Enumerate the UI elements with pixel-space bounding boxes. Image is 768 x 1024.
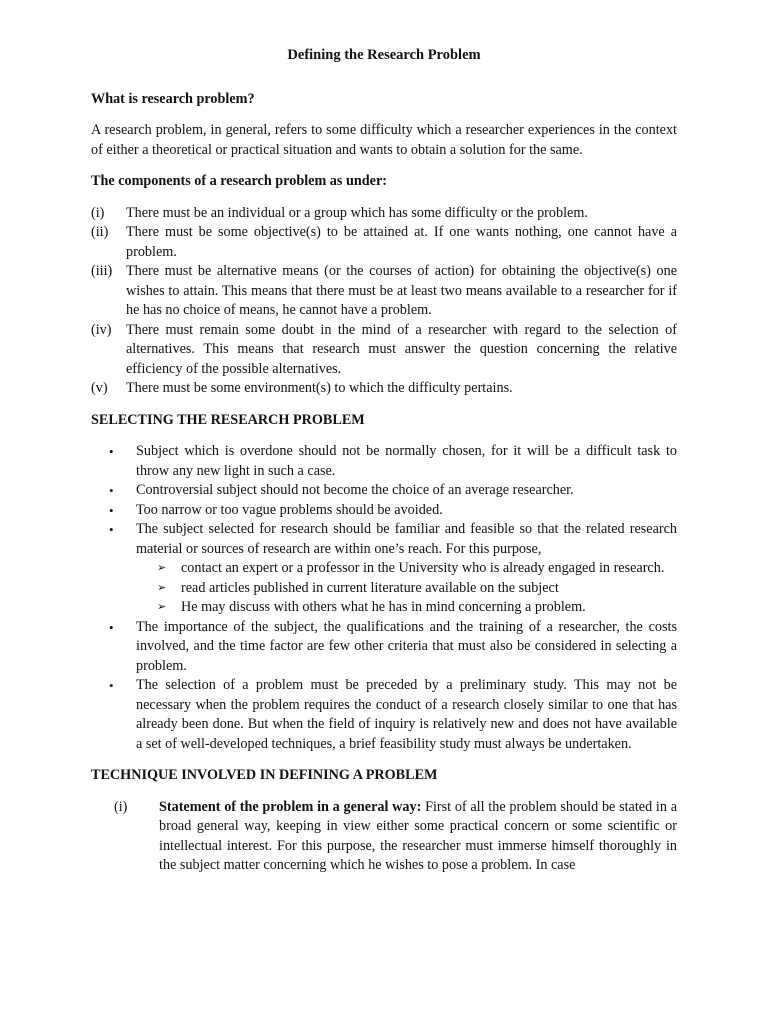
item-number: (ii) [91,224,109,240]
list-item [91,204,677,224]
sub-list-item [157,579,677,599]
purpose-sublist [136,559,677,618]
list-item [114,798,677,876]
item-text [159,798,677,876]
item-text: Too narrow or too vague problems should be avoided. [136,501,443,518]
arrow-bullet-icon: ➢ [157,601,167,613]
components-list [91,204,677,399]
list-item [109,520,677,618]
bullet-icon: • [109,522,114,537]
list-item [109,501,677,521]
item-text: Subject which is overdone should not be normally chosen, for it will be a difficult task to throw any new light in such a case. [136,443,677,479]
list-item [109,442,677,481]
section-heading-what-is: What is research problem? [91,90,255,107]
bullet-icon: • [109,678,114,693]
section-heading-selecting: SELECTING THE RESEARCH PROBLEM [91,411,365,428]
item-number: (i) [114,798,128,815]
list-item [91,379,677,399]
arrow-bullet-icon: ➢ [157,581,167,594]
list-item [109,481,677,501]
item-text: There must be some environment(s) to which the difficulty pertains. [126,380,513,396]
item-text: There must be alternative means (or the courses of action) for obtaining the objective(s) one wishes to attain. This means that there must be at least two means available to a researcher for if he has no choice of means, he cannot have a problem. [126,263,677,318]
section-heading-components: The components of a research problem as under: [91,173,387,189]
item-text: Controversial subject should not become the choice of an average researcher. [136,482,574,498]
item-text: The selection of a problem must be preceded by a preliminary study. This may not be necessary when the problem requires the conduct of a research closely similar to one that has already been done. But when the field of inquiry is relatively new and does not have available a set of well-developed techniques, a brief feasibility study must always be undertaken. [136,677,677,752]
item-lead: Statement of the problem in a general way: [159,798,422,815]
item-number: (iv) [91,321,112,338]
bullet-icon: • [109,619,114,635]
bullet-icon: • [109,444,114,459]
arrow-bullet-icon: ➢ [157,562,167,574]
item-body: First of all the problem should be stated in a broad general way, keeping in view either some practical concern or some scientific or intellectual interest. For this purpose, the researcher must immerse himself thoroughly in the subject matter concerning which he wishes to pose a problem. In case [159,798,677,873]
list-item [109,618,677,677]
bullet-icon: • [109,483,114,498]
item-text: There must remain some doubt in the mind of a researcher with regard to the selection of alternatives. This means that research must answer the question concerning the relative efficiency of the possible alternatives. [126,321,677,377]
sub-list-item [157,598,677,618]
item-text: contact an expert or a professor in the University who is already engaged in research. [181,560,665,576]
item-text: There must be an individual or a group which has some difficulty or the problem. [126,204,588,221]
item-number: (iii) [91,263,113,279]
item-text: The subject selected for research should be familiar and feasible so that the related research material or sources of research are within one’s reach. For this purpose, [136,521,677,557]
item-text: The importance of the subject, the qualifications and the training of a researcher, the costs involved, and the time factor are few other criteria that must also be considered in selecting a problem. [136,618,677,674]
list-item [109,676,677,754]
item-text: There must be some objective(s) to be attained at. If one wants nothing, one cannot have a problem. [126,224,677,260]
section-heading-technique: TECHNIQUE INVOLVED IN DEFINING A PROBLEM [91,767,438,783]
definition-paragraph: A research problem, in general, refers to some difficulty which a researcher experiences in the context of either a theoretical or practical situation and wants to obtain a solution for the same. [91,122,677,158]
selecting-list [91,442,677,754]
item-number: (v) [91,380,108,396]
item-text: He may discuss with others what he has in mind concerning a problem. [181,599,586,615]
list-item [91,223,677,262]
sub-list-item [157,559,677,579]
page-title: Defining the Research Problem [287,47,481,63]
list-item [91,262,677,321]
list-item [91,321,677,380]
bullet-icon: • [109,502,114,518]
technique-list [91,798,677,876]
item-text: read articles published in current literature available on the subject [181,579,559,596]
item-number: (i) [91,204,105,221]
